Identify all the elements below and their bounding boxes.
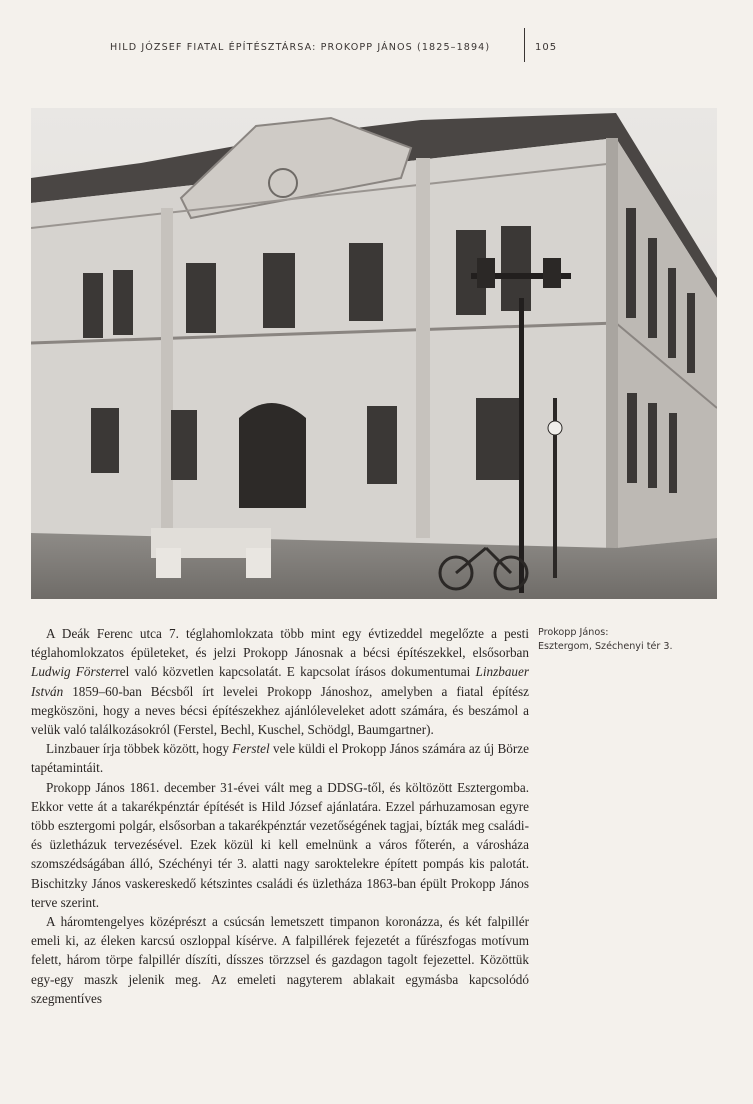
body-text [31,624,529,1008]
caption-line-2: Esztergom, Széchenyi tér 3. [538,641,673,652]
paragraph: A Deák Ferenc utca 7. téglahomlokzata több mint egy évtizeddel megelőzte a pesti téglahomlokzatos épületeket, és jelzi Prokopp Jánosnak a bécsi építészekkel, elsősorban Ludwig Försterrel való közvetlen kapcsolatát. E kapcsolat írásos dokumentumai Linzbauer István 1859–60-ban Bécsből írt levelei Prokopp Jánoshoz, amelyben a fiatal építész megköszöni, hogy a neves bécsi építészekhez ajánlóleveleket adott számára, és beszámol a velük való találkozásokról (Ferstel, Bechl, Kuschel, Schödgl, Baumgartner). [31,626,529,738]
building-photo-icon [31,108,717,599]
page-number: 105 [535,42,558,53]
paragraph: Prokopp János 1861. december 31-évei vált meg a DDSG-től, és költözött Esztergomba. Ekkor vette át a takarékpénztár építését is Hild József ajánlatára. Ezzel párhuzamosan egyre több esztergomi polgár, elsősorban a takarékpénztár vezetőségének tagjai, bízták meg családi- és üzletházuk tervezésével. Ezek közül ki kell emelnünk a város főterén, a városháza szomszédságában álló, Széchényi tér 3. alatti nagy saroktelekre épített pompás kis palotát. Bischitzky János vaskereskedő kétszintes családi és üzletháza 1863-ban épült Prokopp János terve szerint. [31,779,529,910]
photo-caption [538,626,738,654]
header-divider [524,28,525,62]
paragraph: A háromtengelyes középrészt a csúcsán lemetszett timpanon koronázza, és két falpillér emeli ki, az éleken karcsú oszloppal kísérve. A falpillérek fejezetét a fűrészfogas motívum felett, három törpe falpillér díszíti, dísszes törzzsel és gazdagon tagolt fejezettel. Közöttük egy-egy maszk jelenik meg. Az emeleti nagyterem ablakait egymásba kapcsolódó szegmentíves [31,914,529,1006]
paragraph: Linzbauer írja többek között, hogy Ferstel vele küldi el Prokopp János számára az új Börze tapétamintáit. [31,741,529,776]
building-photo [31,108,717,599]
running-head: HILD JÓZSEF FIATAL ÉPÍTÉSZTÁRSA: PROKOPP JÁNOS (1825–1894) [110,42,491,53]
caption-line-1: Prokopp János: [538,627,609,638]
